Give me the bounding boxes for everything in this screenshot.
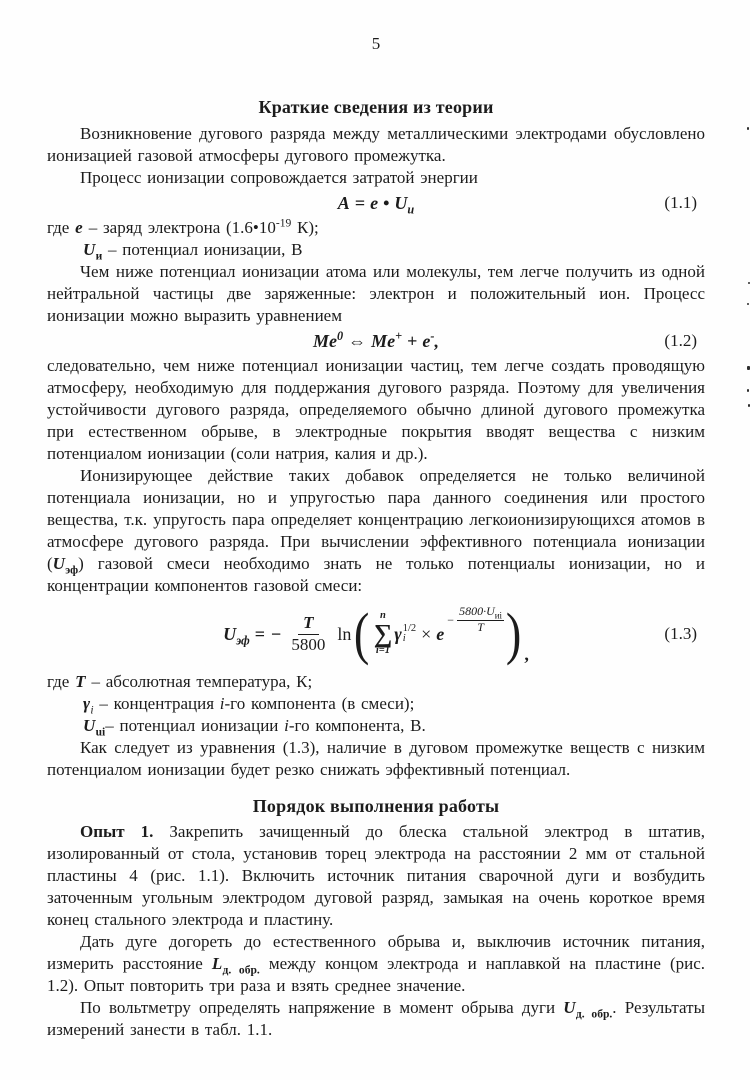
eq2-number: (1.2) — [664, 331, 697, 350]
eq3-effective-potential: $U_{эф}$ — [223, 624, 250, 648]
definition-component-potential: $U_{ui}-$ потенциал ионизации i-го компонента, В. — [83, 716, 426, 739]
paragraph-experiment-1: Опыт 1. Закрепить зачищенный до блеска стальной электрод в штатив, изолированный от стола, установив торец электрода на расстоянии 2 мм от стальной пластины 4 (рис. 1.1). Включить источник питания сварочной дуги и возбудить заточенным угольным электродом дуговой разряд, замыкая на очень короткое время конец стального электрода и пластину. — [47, 822, 705, 929]
paragraph-arc-origin: Возникновение дугового разряда между металлическими электродами обусловлено ионизацией газовой атмосферы дугового промежутка. — [47, 124, 705, 165]
eq3-gamma-term: γ — [394, 624, 402, 644]
section-heading-procedure: Порядок выполнения работы — [252, 796, 500, 816]
eq3-summation: n ∑ i=1 — [373, 610, 393, 657]
paragraph-lower-potential: Чем ниже потенциал ионизации атома или молекулы, тем легче получить из одной нейтральной частицы две заряженные: электрон и положительный ион. Процесс ионизации можно выразить уравнением — [47, 262, 705, 325]
equation-1-1 — [47, 191, 705, 215]
eq3-right-paren: ) — [505, 600, 522, 666]
eq3-comma: , — [524, 644, 529, 664]
scan-speck-1 — [747, 127, 749, 130]
scan-speck-3 — [747, 303, 749, 305]
eq2-metal-ion: Me+ — [371, 329, 403, 351]
paragraph-follows: Как следует из уравнения (1.3), наличие в дуговом промежутке веществ с низким потенциалом ионизации будет резко снижать эффективный потенциал. — [47, 738, 705, 779]
eq2-electron: e- — [422, 329, 435, 351]
eq1-number: (1.1) — [664, 193, 697, 212]
eq3-equals: = — [254, 624, 266, 644]
eq1-dot-operator: • — [383, 193, 390, 213]
paragraph-experiment-voltmeter: По вольтметру определять напряжение в момент обрыва дуги $U_{д. обр.}$. Результаты измерений занести в табл. 1.1. — [47, 998, 705, 1039]
page-number: 5 — [371, 34, 381, 53]
eq3-minus: − — [271, 624, 282, 644]
eq2-metal-neutral: Me$^0$ — [313, 329, 344, 351]
paragraph-hence: следовательно, чем ниже потенциал ионизации частиц, тем легче создать проводящую атмосферу, необходимую для поддержания дугового разряда. Поэтому для увеличения устойчивости дугового разряда, определяемого обычно длиной дугового промежутка при естественном обрыве, в электродные покрытия вводят вещества с низким потенциалом ионизации (соли натрия, калия и др.). — [47, 356, 705, 463]
eq2-plus: + — [407, 331, 418, 351]
eq1-lhs: A — [337, 193, 350, 213]
eq2-iff-arrow: ⇔ — [348, 331, 367, 351]
paragraph-experiment-measure: Дать дуге догореть до естественного обрыва и, выключив источник питания, измерить расстояние $L_{д. обр.}$ между концом электрода и наплавкой на пластине (рис. 1.2). Опыт повторить три раза и взять среднее значение. — [47, 932, 705, 995]
eq3-gamma-scripts: 1/2 i — [402, 622, 417, 644]
eq3-ln-operator: ln — [337, 624, 352, 644]
eq1-equals: = — [354, 193, 366, 213]
eq3-fraction-T-5800: $\frac{T}{5800}$ — [291, 612, 326, 654]
eq1-potential: $U_и$ — [394, 193, 415, 217]
eq3-times: × — [421, 624, 432, 644]
definition-electron-charge: где e – заряд электрона ($1.6•10^{-19}$ К); — [47, 216, 319, 237]
definition-ionization-potential: $U_и$ – потенциал ионизации, В — [83, 240, 303, 263]
paragraph-ionization-energy: Процесс ионизации сопровождается затратой энергии — [80, 168, 478, 187]
section-heading-theory: Краткие сведения из теории — [258, 97, 494, 117]
eq3-exponent: − $\frac{5800\cdot U_{иi}}{T}$ — [447, 604, 503, 634]
definition-concentration: $\gamma_i$ – концентрация i-го компонента (в смеси); — [83, 694, 415, 717]
equation-1-3 — [47, 602, 705, 666]
eq3-left-paren: ( — [354, 600, 370, 666]
eq3-number: (1.3) — [664, 624, 697, 643]
eq1-electron: e — [370, 193, 379, 213]
eq2-comma: , — [434, 331, 439, 351]
eq3-exp-base: e — [436, 624, 445, 644]
definition-temperature: где T – абсолютная температура, К; — [47, 672, 313, 691]
scan-speck-5 — [747, 389, 749, 392]
equation-1-2 — [47, 329, 705, 353]
paragraph-additives: Ионизирующее действие таких добавок определяется не только величиной потенциала ионизации, но и упругостью пара данного соединения или простого вещества, т.к. упругость пара определяет концентрацию легкоионизирующихся атомов в атмосфере дугового разряда. При вычислении эффективного потенциала ионизации $(U_{эф})$ газовой смеси необходимо знать не только потенциалы ионизации, но и концентрации компонентов газовой смеси: — [47, 466, 705, 595]
